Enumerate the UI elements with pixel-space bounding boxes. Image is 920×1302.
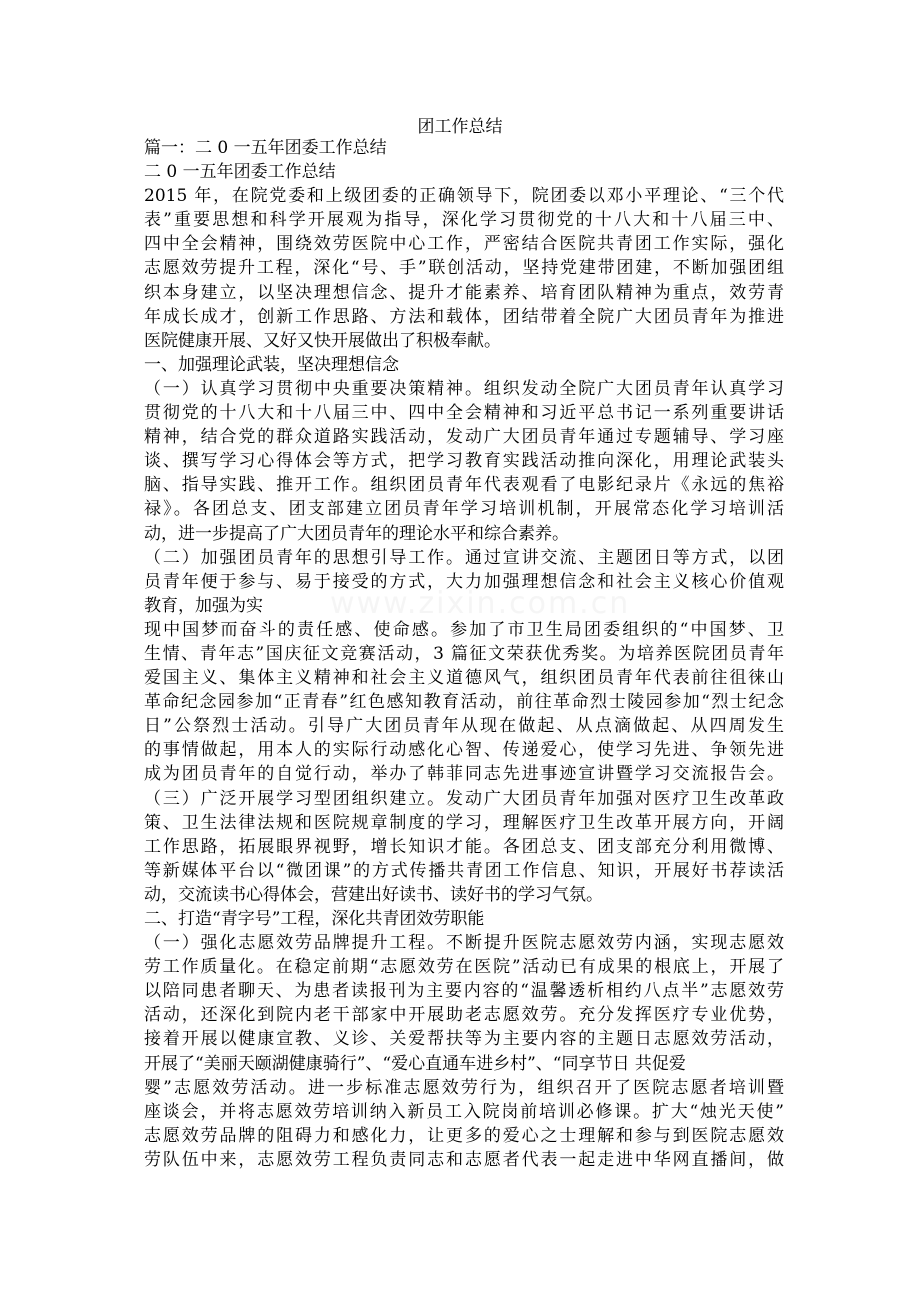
text-line: 的事情做起，用本人的实际行动感化心智、传递爱心，使学习先进、争领先进 [144,740,784,761]
text-line: 现中国梦而奋斗的责任感、使命感。参加了市卫生局团委组织的“中国梦、卫 [144,619,784,640]
text-line: 篇一：二 0 一五年团委工作总结 [144,138,387,158]
text-line: 2015 年，在院党委和上级团委的正确领导下，院团委以邓小平理论、“三个代 [144,186,784,207]
document-title: 团工作总结 [417,117,503,137]
watermark: www.zixin.com.cn [330,586,631,621]
text-line: 劳队伍中来，志愿效劳工程负责同志和志愿者代表一起走进中华网直播间，做 [144,1149,784,1170]
text-line: 婴”志愿效劳活动。进一步标准志愿效劳行为，组织召开了医院志愿者培训暨 [144,1077,784,1098]
text-line: 工作思路，拓展眼界视野，增长知识才能。各团总支、团支部充分利用微博、 [144,836,784,857]
text-line: 员青年便于参与、易于接受的方式，大力加强理想信念和社会主义核心价值观 [144,571,784,592]
text-line: 年成长成才，创新工作思路、方法和载体，团结带着全院广大团员青年为推进 [144,306,784,327]
text-line: 谈、撰写学习心得体会等方式，把学习教育实践活动推向深化，用理论武装头 [144,451,784,472]
text-line: 志愿效劳品牌的阻碍力和感化力，让更多的爱心之士理解和参与到医院志愿效 [144,1125,784,1146]
text-line: 动，进一步提高了广大团员青年的理论水平和综合素养。 [144,523,569,544]
text-line: 接着开展以健康宣教、义诊、关爱帮扶等为主要内容的主题日志愿效劳活动， [144,1029,784,1050]
text-line: 一、加强理论武装，坚决理想信念 [144,354,399,375]
text-line: 二、打造“青字号”工程，深化共青团效劳职能 [144,909,485,929]
text-line: 教育，加强为实 [144,595,263,616]
text-line: （三）广泛开展学习型团组织建立。发动广大团员青年加强对医疗卫生改革政 [144,788,784,809]
text-line: 四中全会精神，围绕效劳医院中心工作，严密结合医院共青团工作实际，强化 [144,234,784,255]
text-line: 活动，还深化到院内老干部家中开展助老志愿效劳。充分发挥医疗专业优势， [144,1005,784,1026]
document-body [144,136,784,1172]
text-line: （一）认真学习贯彻中央重要决策精神。组织发动全院广大团员青年认真学习 [144,378,784,399]
text-line: 脑、指导实践、推开工作。组织团员青年代表观看了电影纪录片《永远的焦裕 [144,475,784,496]
text-line: 织本身建立，以坚决理想信念、提升才能素养、培育团队精神为重点，效劳青 [144,282,784,303]
text-line: 医院健康开展、又好又快开展做出了积极奉献。 [144,330,501,351]
text-line: 劳工作质量化。在稳定前期“志愿效劳在医院”活动已有成果的根底上，开展了 [144,957,784,978]
text-line: 等新媒体平台以“微团课”的方式传播共青团工作信息、知识，开展好书荐读活 [144,860,784,881]
text-line: 开展了“美丽天颐湖健康骑行”、“爱心直通车进乡村”、“同享节日 共促爱 [144,1053,686,1074]
text-line: 成为团员青年的自觉行动，举办了韩菲同志先进事迹宣讲暨学习交流报告会。 [144,764,784,785]
text-line: （二）加强团员青年的思想引导工作。通过宣讲交流、主题团日等方式，以团 [144,547,784,568]
text-line: 策、卫生法律法规和医院规章制度的学习，理解医疗卫生改革开展方向，开阔 [144,812,784,833]
text-line: 座谈会，并将志愿效劳培训纳入新员工入院岗前培训必修课。扩大“烛光天使” [144,1101,784,1122]
text-line: 志愿效劳提升工程，深化“号、手”联创活动，坚持党建带团建，不断加强团组 [144,258,784,279]
text-line: 精神，结合党的群众道路实践活动，发动广大团员青年通过专题辅导、学习座 [144,427,784,448]
text-line: 禄》。各团总支、团支部建立团员青年学习培训机制，开展常态化学习培训活 [144,499,784,520]
text-line: 生情、青年志”国庆征文竞赛活动，3 篇征文荣获优秀奖。为培养医院团员青年 [144,643,784,664]
text-line: 革命纪念园参加“正青春”红色感知教育活动，前往革命烈士陵园参加“烈士纪念 [144,692,784,713]
text-line: 爱国主义、集体主义精神和社会主义道德风气，组织团员青年代表前往徂徕山 [144,668,784,689]
text-line: 贯彻党的十八大和十八届三中、四中全会精神和习近平总书记一系列重要讲话 [144,403,784,424]
text-line: 二 0 一五年团委工作总结 [144,162,336,183]
text-line: 动，交流读书心得体会，营建出好读书、读好书的学习气氛。 [144,884,603,905]
text-line: 以陪同患者聊天、为患者读报刊为主要内容的“温馨透析相约八点半”志愿效劳 [144,981,784,1002]
text-line: 表”重要思想和科学开展观为指导，深化学习贯彻党的十八大和十八届三中、 [144,210,784,231]
text-line: 日”公祭烈士活动。引导广大团员青年从现在做起、从点滴做起、从四周发生 [144,716,784,737]
text-line: （一）强化志愿效劳品牌提升工程。不断提升医院志愿效劳内涵，实现志愿效 [144,933,784,954]
